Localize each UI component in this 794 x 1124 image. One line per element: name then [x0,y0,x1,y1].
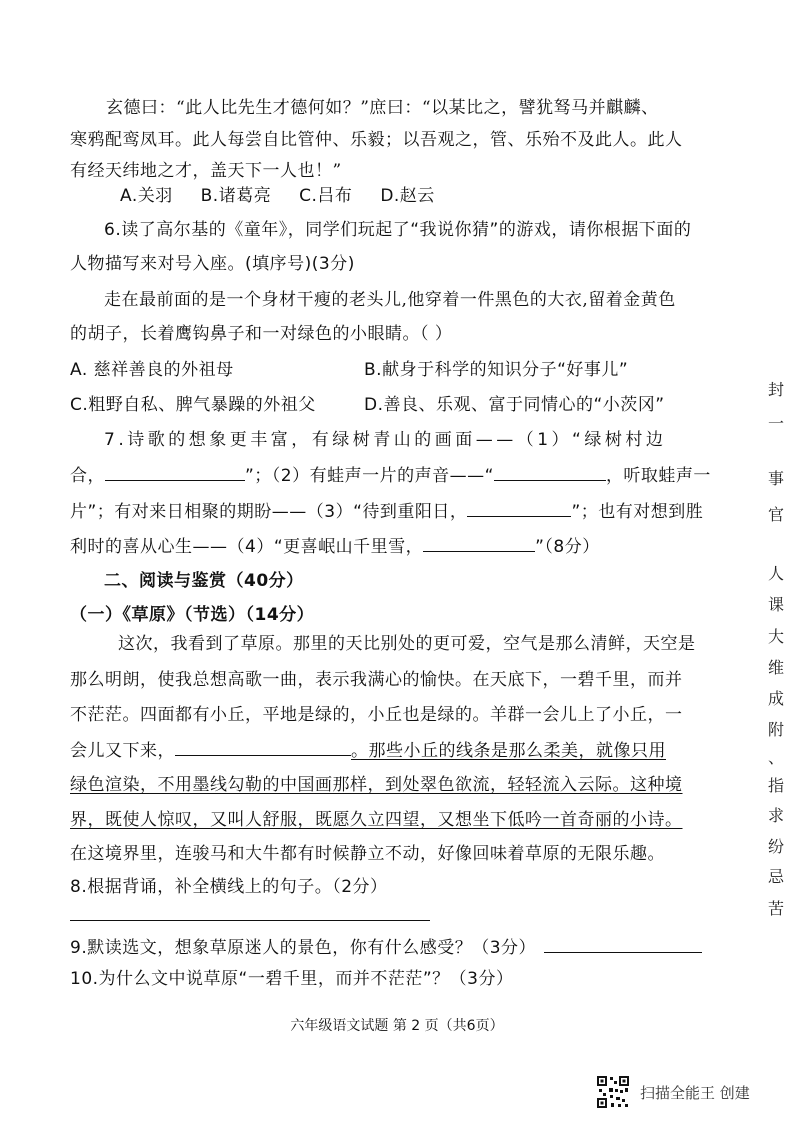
side-char-2: 一 [768,414,785,433]
side-char-12: 指 [768,776,785,795]
side-char-1: 封 [768,380,785,399]
q7-line-2-text-c: ，听取蛙声一 [605,466,711,486]
q9-answer-blank[interactable] [544,936,702,953]
q7-line-3-text-a: 片”；有对来日相聚的期盼——（3）“待到重阳日， [70,502,468,522]
q9-prompt-text: 9.默读选文，想象草原迷人的景色，你有什么感受？（3分） [70,938,537,958]
q7-line-4 [70,535,600,558]
side-char-13: 求 [768,806,785,825]
quote-line-2: 寒鸦配鸾凤耳。此人每尝自比管仲、乐毅；以吾观之，管、乐殆不及此人。此人 [70,130,683,150]
q5-option-b: B.诸葛亮 [200,186,272,206]
side-char-15: 忌 [768,867,785,886]
q6-option-a: A. 慈祥善良的外祖母 [70,360,234,380]
side-char-16: 苦 [768,899,785,918]
q5-option-d: D.赵云 [380,186,435,206]
passage-line-5: 绿色渲染，不用墨线勾勒的中国画那样，到处翠色欲流，轻轻流入云际。这种境 [70,775,683,795]
q6-option-c: C.粗野自私、脾气暴躁的外祖父 [70,395,316,415]
q5-options [120,185,435,207]
q7-line-4-text-b: ”（8分） [535,537,600,557]
passage-line-3: 不茫茫。四面都有小丘，平地是绿的，小丘也是绿的。羊群一会儿上了小丘，一 [70,705,683,725]
passage-line-7: 在这境界里，连骏马和大牛都有时候静立不动，好像回味着草原的无限乐趣。 [70,844,665,864]
side-char-7: 大 [768,627,785,646]
q7-line-3-text-b: ”；也有对想到胜 [571,502,704,522]
scanner-label: 扫描全能王 创建 [640,1083,750,1102]
page-footer: 六年级语文试题 第 2 页（共6页） [290,1018,504,1034]
subsection-heading-grassland: （一）《草原》（节选）（14分） [70,605,315,625]
q7-line-1: 7.诗歌的想象更丰富，有绿树青山的画面——（1）“绿树村边 [104,430,667,450]
q7-blank-3[interactable] [467,500,571,517]
q6-description-line-2: 的胡子，长着鹰钩鼻子和一对绿色的小眼睛。（ ） [70,324,453,344]
side-char-10: 附 [768,720,785,739]
q10-prompt: 10.为什么文中说草原“一碧千里，而并不茫茫”？（3分） [70,969,514,989]
q7-line-3 [70,500,703,523]
q7-blank-4[interactable] [423,535,535,552]
q7-blank-1[interactable] [105,464,245,481]
q7-line-2-text-b: ”；（2）有蛙声一片的声音——“ [245,466,494,486]
q5-option-c: C.吕布 [299,186,353,206]
side-char-3: 事 [768,469,785,488]
passage-line-4-underlined: 。那些小丘的线条是那么柔美，就像只用 [351,741,666,761]
q9-prompt [70,936,702,959]
q7-line-4-text-a: 利时的喜从心生——（4）“更喜岷山千里雪， [70,537,424,557]
q6-prompt-line-1: 6.读了高尔基的《童年》，同学们玩起了“我说你猜”的游戏，请你根据下面的 [104,220,692,240]
side-char-11: 、 [768,748,785,767]
q7-blank-2[interactable] [494,464,606,481]
side-char-9: 成 [768,689,785,708]
q8-prompt: 8.根据背诵，补全横线上的句子。（2分） [70,877,388,897]
quote-line-1: 玄德曰：“此人比先生才德何如？”庶曰：“以某比之，譬犹驽马并麒麟、 [106,98,659,118]
q6-option-d: D.善良、乐观、富于同情心的“小茨冈” [364,395,665,415]
q6-option-b: B.献身于科学的知识分子“好事儿” [364,360,629,380]
q6-description-line-1: 走在最前面的是一个身材干瘦的老头儿,他穿着一件黑色的大衣,留着金黄色 [104,290,676,310]
qr-code-icon [596,1075,630,1109]
q7-line-2-text-a: 合， [70,466,105,486]
quote-line-3: 有经天纬地之才，盖天下一人也！” [70,161,342,181]
scanner-watermark [596,1075,750,1109]
passage-line-4-text-a: 会儿又下来， [70,741,175,761]
side-char-6: 课 [768,595,785,614]
side-char-14: 纷 [768,837,785,856]
side-char-8: 维 [768,658,785,677]
passage-line-6: 界，既使人惊叹，又叫人舒服，既愿久立四望，又想坐下低吟一首奇丽的小诗。 [70,810,683,830]
section-heading-reading: 二、阅读与鉴赏（40分） [104,571,304,591]
q5-option-a: A.关羽 [120,186,173,206]
side-char-4: 官 [768,505,785,524]
passage-blank[interactable] [175,739,351,756]
q7-line-2 [70,464,711,487]
q6-prompt-line-2: 人物描写来对号入座。(填序号)(3分) [70,254,355,274]
q8-answer-line[interactable] [70,920,430,921]
passage-line-2: 那么明朗，使我总想高歌一曲，表示我满心的愉快。在天底下，一碧千里，而并 [70,670,683,690]
passage-line-1: 这次，我看到了草原。那里的天比别处的更可爱，空气是那么清鲜，天空是 [118,634,696,654]
passage-line-4 [70,739,666,762]
side-char-5: 人 [768,564,785,583]
